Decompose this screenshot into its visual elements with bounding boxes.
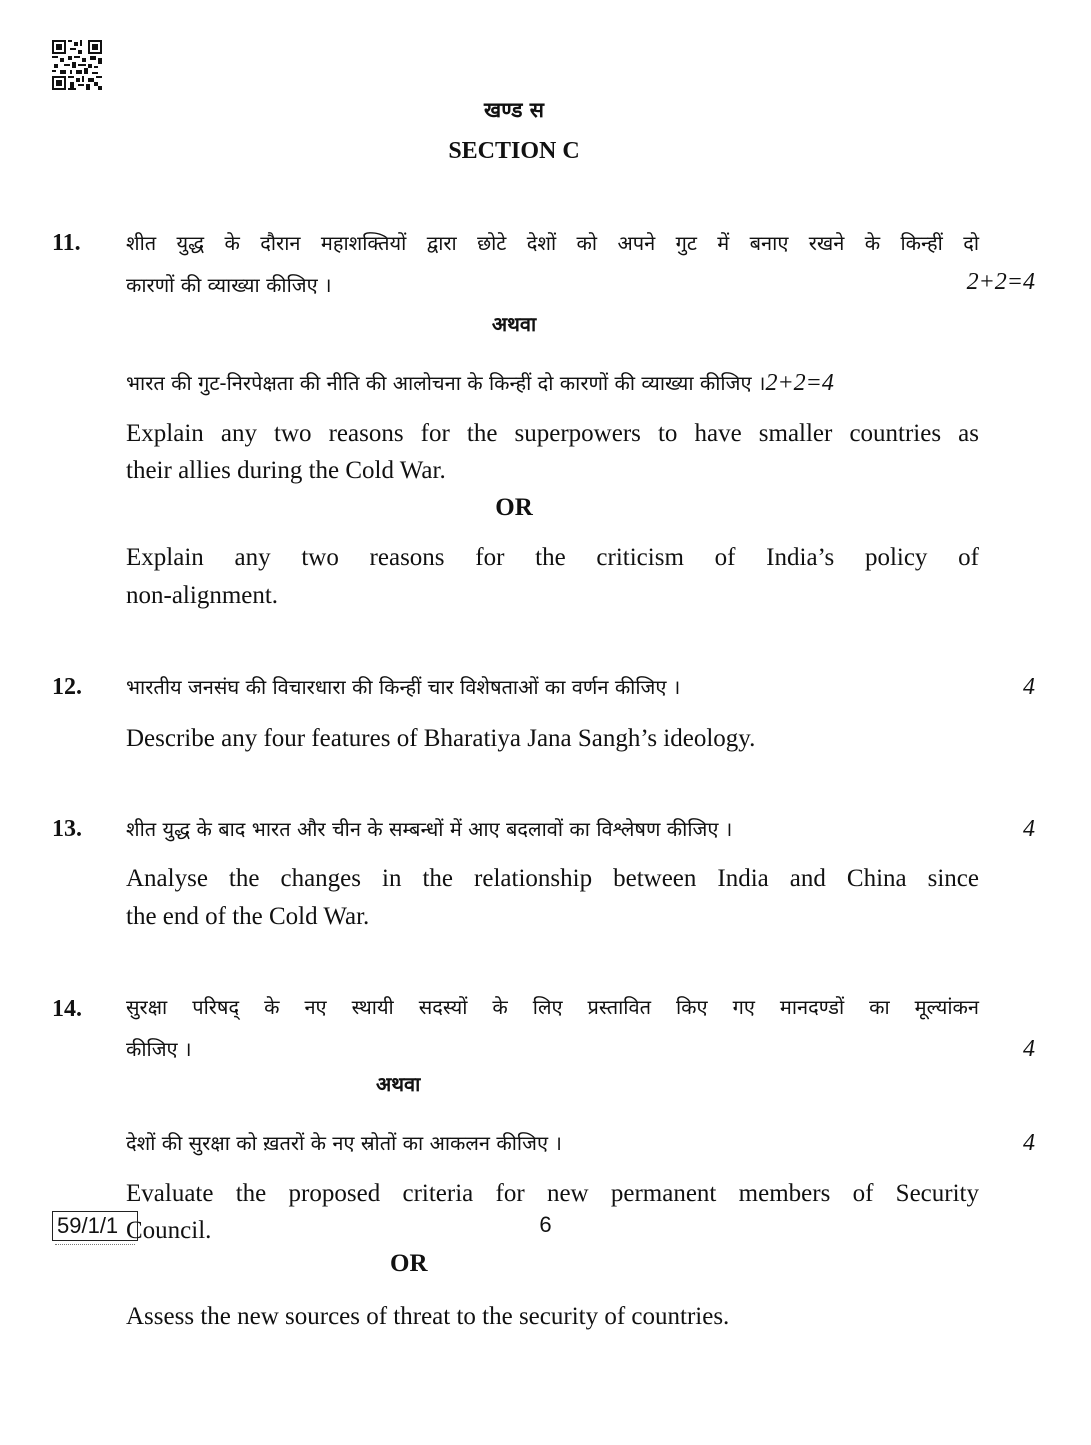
q11-english-line2: their allies during the Cold War. [126,457,446,484]
q12-marks: 4 [1023,674,1035,700]
q11-or-hindi: अथवा [491,312,537,336]
q14-or-hindi: अथवा [376,1072,421,1096]
q14-or-english: OR [390,1250,428,1277]
section-heading-english: SECTION C [448,138,580,164]
q13-marks: 4 [1023,816,1035,842]
q11-alt-english-line2: non-alignment. [126,582,279,609]
q14-marks: 4 [1023,1036,1035,1062]
section-heading-hindi: खण्ड स [484,98,544,122]
q11-alt-english-line1: Explain any two reasons for the criticism of India’s policy of [126,544,979,571]
q14-alt-hindi: देशों की सुरक्षा को ख़तरों के नए स्रोतों का आकलन कीजिए । [126,1131,562,1155]
q14-hindi-line1: सुरक्षा परिषद् के नए स्थायी सदस्यों के लिए प्रस्तावित किए गए मानदण्डों का मूल्यांकन [126,995,979,1019]
q14-alt-english: Assess the new sources of threat to the security of countries. [126,1303,730,1330]
question-number-13: 13. [52,816,82,842]
q13-hindi: शीत युद्ध के बाद भारत और चीन के सम्बन्धों में आए बदलावों का विश्लेषण कीजिए । [126,817,733,841]
q14-english-line1: Evaluate the proposed criteria for new permanent members of Security [126,1180,979,1207]
q14-hindi-line2: कीजिए । [126,1037,192,1061]
page-number: 6 [539,1212,552,1237]
q11-alt-marks: 2+2=4 [765,370,834,396]
q14-alt-marks: 4 [1023,1130,1035,1156]
q13-english-line2: the end of the Cold War. [126,903,370,930]
question-number-11: 11. [52,230,81,256]
paper-code-box: 59/1/1 [52,1211,138,1241]
question-number-12: 12. [52,674,82,700]
q14-english-line2: Council. [126,1217,212,1244]
q13-english-line1: Analyse the changes in the relationship between India and China since [126,865,979,892]
q11-hindi-line1: शीत युद्ध के दौरान महाशक्तियों द्वारा छोटे देशों को अपने गुट में बनाए रखने के किन्हीं दो [126,231,979,255]
q11-marks: 2+2=4 [966,269,1035,295]
q12-english: Describe any four features of Bharatiya Jana Sangh’s ideology. [126,725,756,752]
q11-alt-hindi-text: भारत की गुट-निरपेक्षता की नीति की आलोचना के किन्हीं दो कारणों की व्याख्या कीजिए । [126,371,766,395]
q11-alt-hindi [126,364,834,402]
q11-english-line1: Explain any two reasons for the superpowers to have smaller countries as [126,420,979,447]
qr-code-icon [52,40,102,90]
question-number-14: 14. [52,996,82,1022]
q12-hindi: भारतीय जनसंघ की विचारधारा की किन्हीं चार विशेषताओं का वर्णन कीजिए । [126,675,681,699]
q11-or-english: OR [495,494,533,521]
q11-hindi-line2: कारणों की व्याख्या कीजिए । [126,273,332,297]
